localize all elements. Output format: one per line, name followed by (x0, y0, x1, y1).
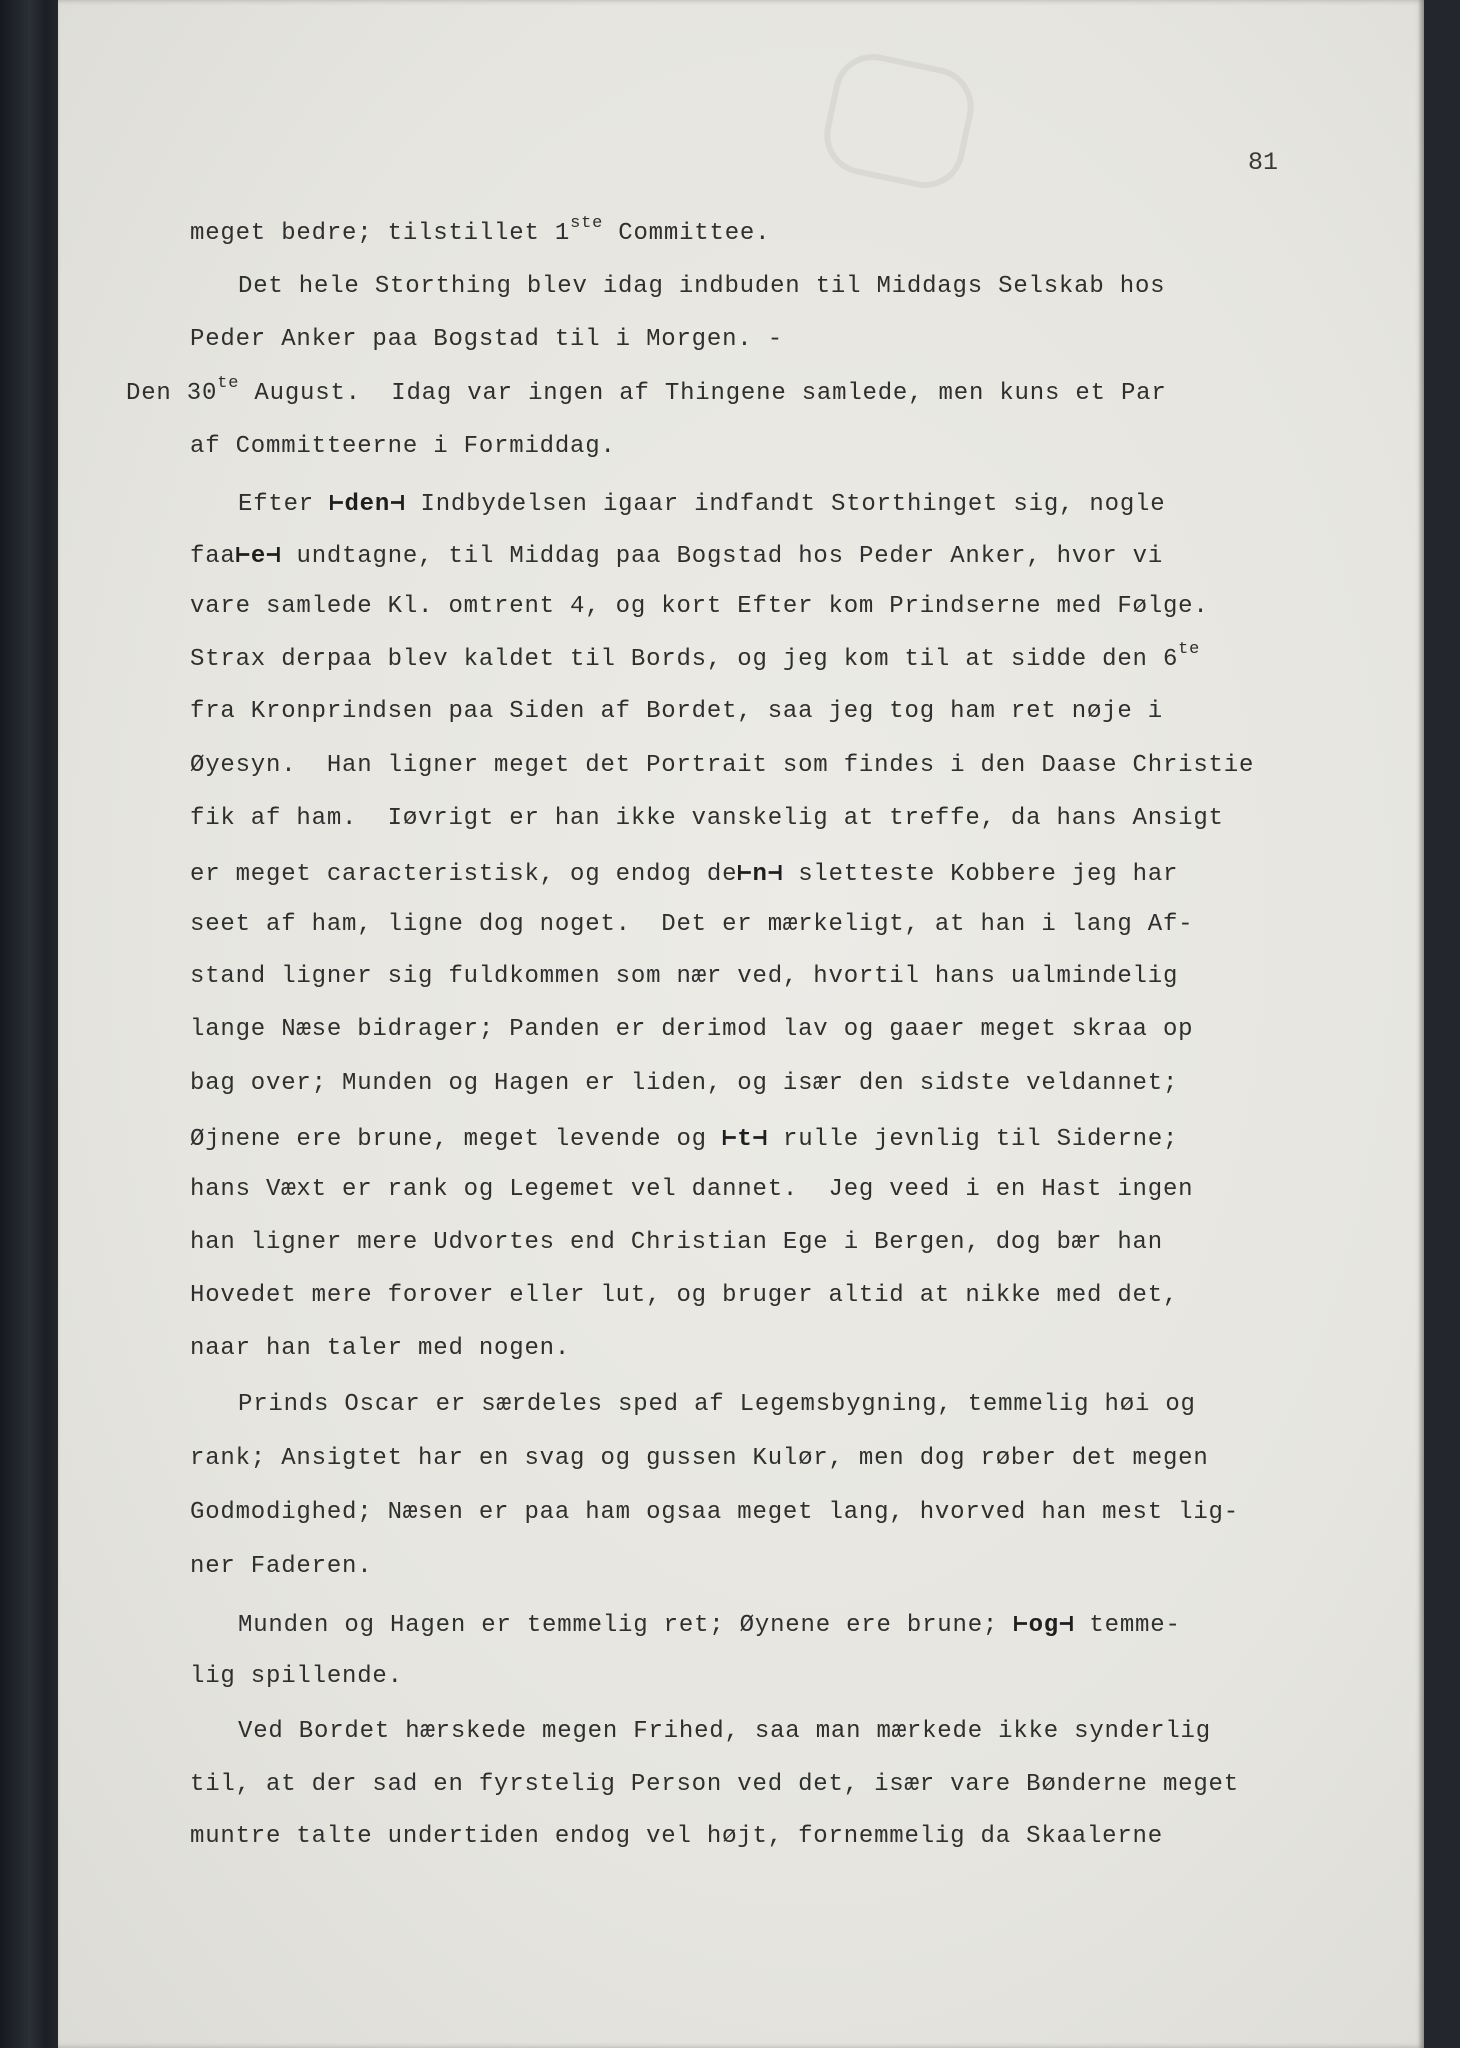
text-segment: Den 30 (126, 380, 218, 407)
text-segment: naar han taler med nogen. (190, 1335, 571, 1362)
text-segment: Ved Bordet hærskede megen Frihed, saa man mærkede ikke synderlig (238, 1718, 1211, 1745)
text-line (190, 214, 771, 247)
text-line (190, 1771, 1239, 1798)
text-segment: fik af ham. Iøvrigt er han ikke vanskelig at treffe, da hans Ansigt (190, 805, 1224, 832)
text-segment: August. Idag var ingen af Thingene samlede, men kuns et Par (239, 380, 1167, 407)
text-line (190, 326, 783, 353)
text-segment: Peder Anker paa Bogstad til i Morgen. - (190, 326, 783, 353)
text-segment: til, at der sad en fyrstelig Person ved det, især vare Bønderne meget (190, 1771, 1239, 1798)
superscript-suffix: ste (570, 214, 604, 233)
text-line (238, 1609, 1181, 1639)
text-segment: lange Næse bidrager; Panden er derimod lav og gaaer meget skraa op (190, 1016, 1194, 1043)
text-line (190, 1282, 1178, 1309)
text-line (190, 963, 1178, 990)
text-segment: meget bedre; tilstillet 1 (190, 220, 571, 247)
text-line (190, 540, 1163, 570)
deletion-bracket-mark: ⊢e⊣ (235, 543, 282, 570)
deletion-bracket-mark: ⊢og⊣ (1013, 1612, 1075, 1639)
text-line (126, 374, 1167, 407)
text-line (190, 640, 1201, 673)
text-segment: Committee. (603, 220, 771, 247)
text-segment: faa (190, 543, 236, 570)
text-line (190, 858, 1178, 888)
text-segment: hans Væxt er rank og Legemet vel dannet. Jeg veed i en Hast ingen (190, 1176, 1194, 1203)
text-line (238, 1718, 1211, 1745)
text-segment: undtagne, til Middag paa Bogstad hos Peder Anker, hvor vi (281, 543, 1164, 570)
superscript-suffix: te (217, 374, 240, 393)
text-line (190, 1176, 1193, 1203)
document-page (58, 0, 1424, 2048)
text-line (190, 1335, 570, 1362)
text-segment: han ligner mere Udvortes end Christian Ege i Bergen, dog bær han (190, 1229, 1163, 1256)
text-line (190, 1229, 1163, 1256)
text-line (190, 1123, 1178, 1153)
text-line (190, 1499, 1239, 1526)
text-segment: Hovedet mere forover eller lut, og bruger altid at nikke med det, (190, 1282, 1179, 1309)
text-segment: Indbydelsen igaar indfandt Storthinget sig, nogle (405, 491, 1166, 518)
text-segment: temme- (1074, 1612, 1181, 1639)
text-line (238, 273, 1165, 300)
text-line (190, 698, 1163, 725)
text-segment: Det hele Storthing blev idag indbuden til Middags Selskab hos (238, 273, 1166, 300)
text-line (190, 752, 1254, 779)
text-segment: sletteste Kobbere jeg har (783, 861, 1179, 888)
text-segment: fra Kronprindsen paa Siden af Bordet, saa jeg tog ham ret nøje i (190, 698, 1163, 725)
text-line (190, 593, 1209, 620)
text-segment: Munden og Hagen er temmelig ret; Øynene ere brune; (238, 1612, 1014, 1639)
text-segment: Godmodighed; Næsen er paa ham ogsaa meget lang, hvorved han mest lig- (190, 1499, 1239, 1526)
deletion-bracket-mark: ⊢t⊣ (722, 1126, 768, 1153)
text-segment: ner Faderen. (190, 1553, 373, 1580)
text-segment: Øyesyn. Han ligner meget det Portrait som findes i den Daase Christie (190, 752, 1255, 779)
text-line (190, 433, 616, 460)
text-segment: stand ligner sig fuldkommen som nær ved, hvortil hans ualmindelig (190, 963, 1179, 990)
text-line (190, 1445, 1209, 1472)
deletion-bracket-mark: ⊢n⊣ (737, 861, 783, 888)
text-segment: muntre talte undertiden endog vel højt, fornemmelig da Skaalerne (190, 1823, 1163, 1850)
page-number: 81 (1248, 148, 1279, 177)
text-segment: rulle jevnlig til Siderne; (767, 1126, 1179, 1153)
page-edge-shadow (1418, 0, 1424, 2048)
text-line (190, 1823, 1163, 1850)
text-segment: seet af ham, ligne dog noget. Det er mærkeligt, at han i lang Af- (190, 911, 1194, 938)
text-segment: vare samlede Kl. omtrent 4, og kort Efter kom Prindserne med Følge. (190, 593, 1209, 620)
text-segment: bag over; Munden og Hagen er liden, og især den sidste veldannet; (190, 1070, 1179, 1097)
text-segment: rank; Ansigtet har en svag og gussen Kulør, men dog røber det megen (190, 1445, 1209, 1472)
text-segment: lig spillende. (190, 1663, 403, 1690)
deletion-bracket-mark: ⊢den⊣ (329, 491, 406, 518)
text-segment: Efter (238, 491, 330, 518)
text-segment: Prinds Oscar er særdeles sped af Legemsbygning, temmelig høi og (238, 1391, 1196, 1418)
text-segment: af Committeerne i Formiddag. (190, 433, 616, 460)
text-segment: er meget caracteristisk, og endog de (190, 861, 738, 888)
text-line (238, 488, 1165, 518)
text-line (238, 1391, 1196, 1418)
text-segment: Strax derpaa blev kaldet til Bords, og jeg kom til at sidde den 6 (190, 646, 1179, 673)
text-line (190, 805, 1224, 832)
faint-stamp-mark (817, 47, 981, 196)
text-line (190, 911, 1193, 938)
text-segment: Øjnene ere brune, meget levende og (190, 1126, 723, 1153)
text-line (190, 1016, 1193, 1043)
text-line (190, 1553, 372, 1580)
text-line (190, 1663, 403, 1690)
text-line (190, 1070, 1178, 1097)
superscript-suffix: te (1178, 640, 1201, 659)
